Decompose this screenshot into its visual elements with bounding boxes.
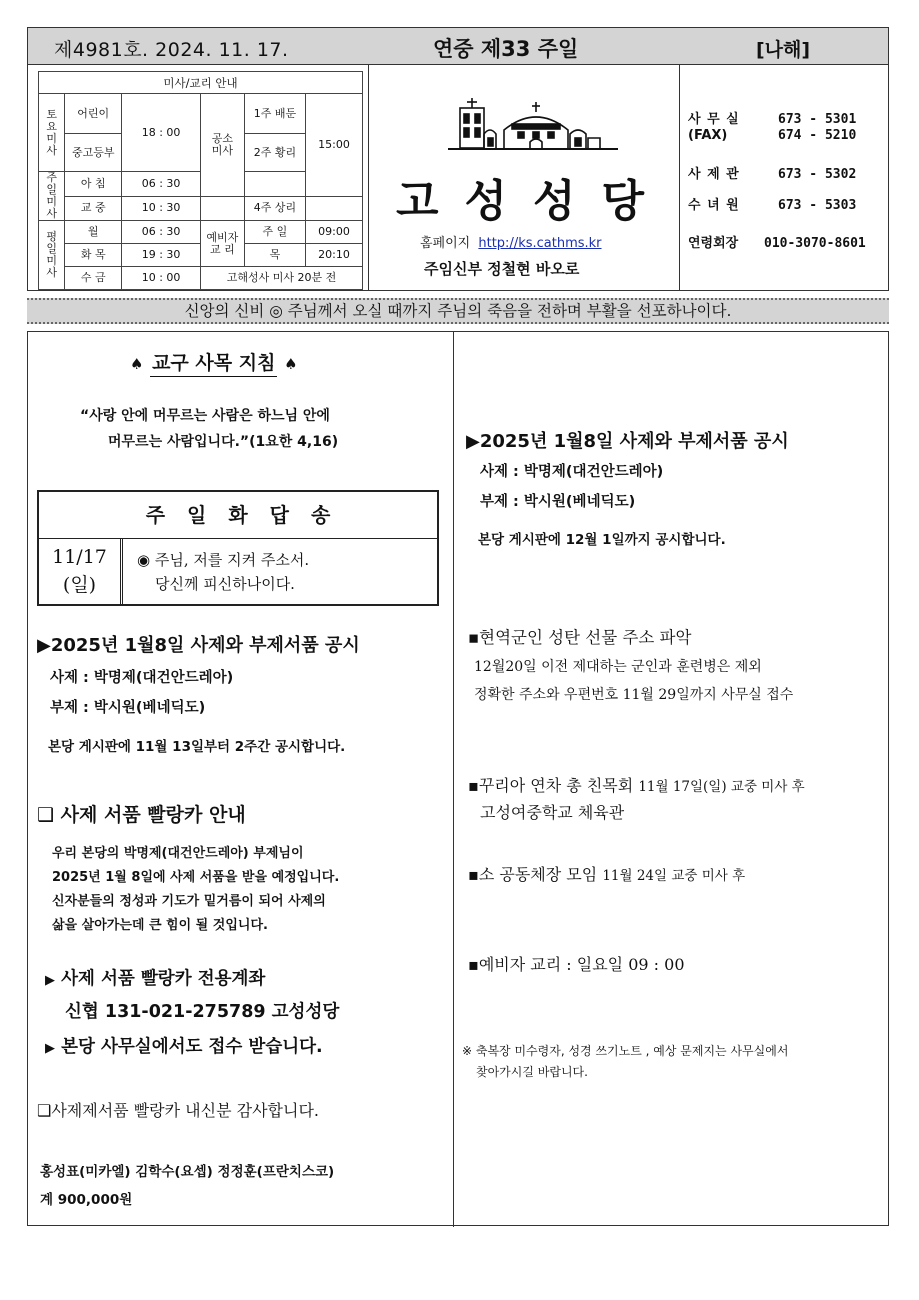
responsorial-psalm-box [37, 490, 439, 606]
sat-children-label: 어린이 [65, 94, 122, 134]
weekday-mass-label: 평 일 미 사 [39, 221, 65, 290]
issue-number: 제4981호. 2024. 11. 17. [54, 39, 289, 61]
wed-fri-label: 수 금 [65, 267, 122, 290]
contact-label: 사 제 관 [688, 167, 740, 182]
contact-label: 사 무 실 [688, 112, 740, 127]
contact-label: 수 녀 원 [688, 198, 740, 213]
ordination-board-notice-left: 본당 게시판에 11월 13일부터 2주간 공시합니다. [48, 739, 346, 755]
curia-gathering [468, 773, 805, 796]
wed-fri-time: 10 : 00 [122, 267, 201, 290]
catechism-sunday-time: 09:00 [306, 221, 363, 244]
mass-table-caption: 미사/교리 안내 [39, 72, 363, 94]
psalm-day: (일) [62, 574, 97, 596]
spade-icon: ♠ [284, 355, 298, 373]
issue-header-bar [27, 27, 889, 65]
tue-thu-time: 19 : 30 [122, 244, 201, 267]
guide-quote-line1: “사랑 안에 머무르는 사람은 하느님 안에 [80, 408, 330, 424]
mon-label: 월 [65, 221, 122, 244]
red-card-line: 우리 본당의 박명제(대건안드레아) 부제님이 [52, 846, 304, 861]
sun-main-time: 10 : 30 [122, 196, 201, 221]
gongso-week1: 1주 배둔 [244, 94, 305, 134]
psalm-line2: 당신께 피신하나이다. [155, 575, 295, 593]
donation-total: 계 900,000원 [40, 1192, 133, 1208]
mon-time: 06 : 30 [122, 221, 201, 244]
office-receipt-line: ▶ 본당 사무실에서도 접수 받습니다. [45, 1037, 323, 1057]
contact-value: 673 - 5302 [778, 167, 857, 182]
liturgical-year: [나해] [756, 39, 811, 61]
catechism-label: 예비자 교 리 [200, 221, 244, 267]
curia-place: 고성여중학교 체육관 [480, 803, 625, 822]
contact-label: 연령회장 [688, 236, 739, 251]
contact-convent [688, 194, 856, 213]
psalm-date: 11/17 [52, 546, 107, 568]
pastor-name: 주임신부 정철현 바오로 [424, 260, 580, 278]
mystery-of-faith-banner: 신앙의 신비 ◎ 주님께서 오실 때까지 주님의 죽음을 전하며 부활을 선포하나이다. [27, 298, 889, 324]
ordination-priest-right: 사제 : 박명제(대건안드레아) [480, 464, 664, 480]
psalm-date-cell [39, 539, 123, 604]
soldier-gift-title: ▪현역군인 성탄 선물 주소 파악 [468, 628, 692, 647]
sun-morning-time: 06 : 30 [122, 172, 201, 197]
donor-names: 홍성표(미카엘) 김학수(요셉) 정정훈(프란치스코) [40, 1164, 335, 1180]
homepage-line [420, 232, 602, 251]
community-when: 11월 24일 교중 미사 후 [602, 868, 746, 884]
contact-value: 674 - 5210 [778, 128, 857, 143]
pickup-note-line1: ※ 축복장 미수령자, 성경 쓰기노트 , 예상 문제지는 사무실에서 [462, 1044, 789, 1058]
red-card-line: 신자분들의 정성과 기도가 밑거름이 되어 사제의 [52, 894, 326, 909]
sunday-mass-label: 주 일 미 사 [39, 172, 65, 221]
curia-title: ▪꾸리아 연차 총 친목회 [468, 776, 634, 795]
gongso-time: 15:00 [306, 94, 363, 197]
gongso-week4: 4주 상리 [244, 196, 305, 221]
gongso-week2: 2주 황리 [244, 134, 305, 172]
contact-value: 673 - 5303 [778, 198, 857, 213]
contact-fax [688, 124, 856, 143]
mass-schedule-table [38, 71, 363, 290]
curia-when: 11월 17일(일) 교중 미사 후 [638, 779, 805, 795]
ordination-notice-title-right: ▶2025년 1월8일 사제와 부제서품 공시 [466, 431, 789, 452]
tue-thu-label: 화 목 [65, 244, 122, 267]
church-name: 고성성당 [395, 176, 670, 227]
catechism-notice: ▪예비자 교리 : 일요일 09 : 00 [468, 955, 685, 974]
liturgical-sunday: 연중 제33 주일 [433, 37, 579, 61]
ordination-notice-title-left: ▶2025년 1월8일 사제와 부제서품 공시 [37, 635, 360, 656]
contact-value: 673 - 5301 [778, 112, 857, 127]
contact-label: (FAX) [688, 128, 728, 143]
homepage-link[interactable]: http://ks.cathms.kr [478, 236, 602, 251]
psalm-line1: ◉ 주님, 저를 지켜 주소서. [137, 551, 310, 569]
psalm-text [137, 548, 309, 596]
homepage-label: 홈페이지 [420, 236, 471, 251]
soldier-gift-line2: 정확한 주소와 우편번호 11월 29일까지 사무실 접수 [474, 687, 794, 703]
ordination-deacon-left: 부제 : 박시원(베네딕도) [50, 700, 206, 716]
sat-mass-time: 18 : 00 [122, 94, 201, 172]
spade-icon: ♠ [130, 355, 144, 373]
psalm-title: 주일화답송 [39, 492, 437, 539]
red-card-title: ❑ 사제 서품 빨랑카 안내 [37, 804, 246, 826]
ordination-priest-left: 사제 : 박명제(대건안드레아) [50, 670, 234, 686]
pickup-note-line2: 찾아가시길 바랍니다. [476, 1065, 588, 1079]
ordination-deacon-right: 부제 : 박시원(베네딕도) [480, 494, 636, 510]
guide-quote-line2: 머무르는 사람입니다.”(1요한 4,16) [108, 434, 339, 450]
triangle-bullet-icon: ▶ [45, 973, 55, 988]
red-card-line: 삶을 살아가는데 큰 힘이 될 것입니다. [52, 918, 268, 933]
catechism-thursday: 목 [244, 244, 305, 267]
account-number: 신협 131-021-275789 고성성당 [65, 1002, 340, 1022]
confession-note: 고해성사 미사 20분 전 [200, 267, 362, 290]
red-card-description [52, 842, 339, 938]
contact-funeral-head [688, 232, 866, 251]
community-title: ▪소 공동체장 모임 [468, 865, 598, 884]
sun-morning-label: 아 침 [65, 172, 122, 197]
contact-rectory [688, 163, 856, 182]
gongso-mass-label: 공소 미사 [200, 94, 244, 197]
contact-value: 010-3070-8601 [764, 236, 866, 251]
red-card-line: 2025년 1월 8일에 사제 서품을 받을 예정입니다. [52, 870, 340, 885]
community-leaders-meeting [468, 862, 745, 885]
catechism-sunday: 주 일 [244, 221, 305, 244]
saturday-mass-label: 토 요 미 사 [39, 94, 65, 172]
account-title-line: ▶ 사제 서품 빨랑카 전용계좌 [45, 969, 266, 989]
sun-main-label: 교 중 [65, 196, 122, 221]
catechism-thursday-time: 20:10 [306, 244, 363, 267]
sat-youth-label: 중고등부 [65, 134, 122, 172]
church-building-icon [448, 96, 618, 154]
soldier-gift-line1: 12월20일 이전 제대하는 군인과 훈련병은 제외 [474, 659, 762, 675]
ordination-board-notice-right: 본당 게시판에 12월 1일까지 공시합니다. [478, 532, 726, 548]
pastoral-guide-title: ♠ 교구 사목 지침 ♠ [130, 348, 298, 375]
donor-thanks: ❑사제제서품 빨랑카 내신분 감사합니다. [37, 1101, 319, 1120]
triangle-bullet-icon: ▶ [45, 1041, 55, 1056]
